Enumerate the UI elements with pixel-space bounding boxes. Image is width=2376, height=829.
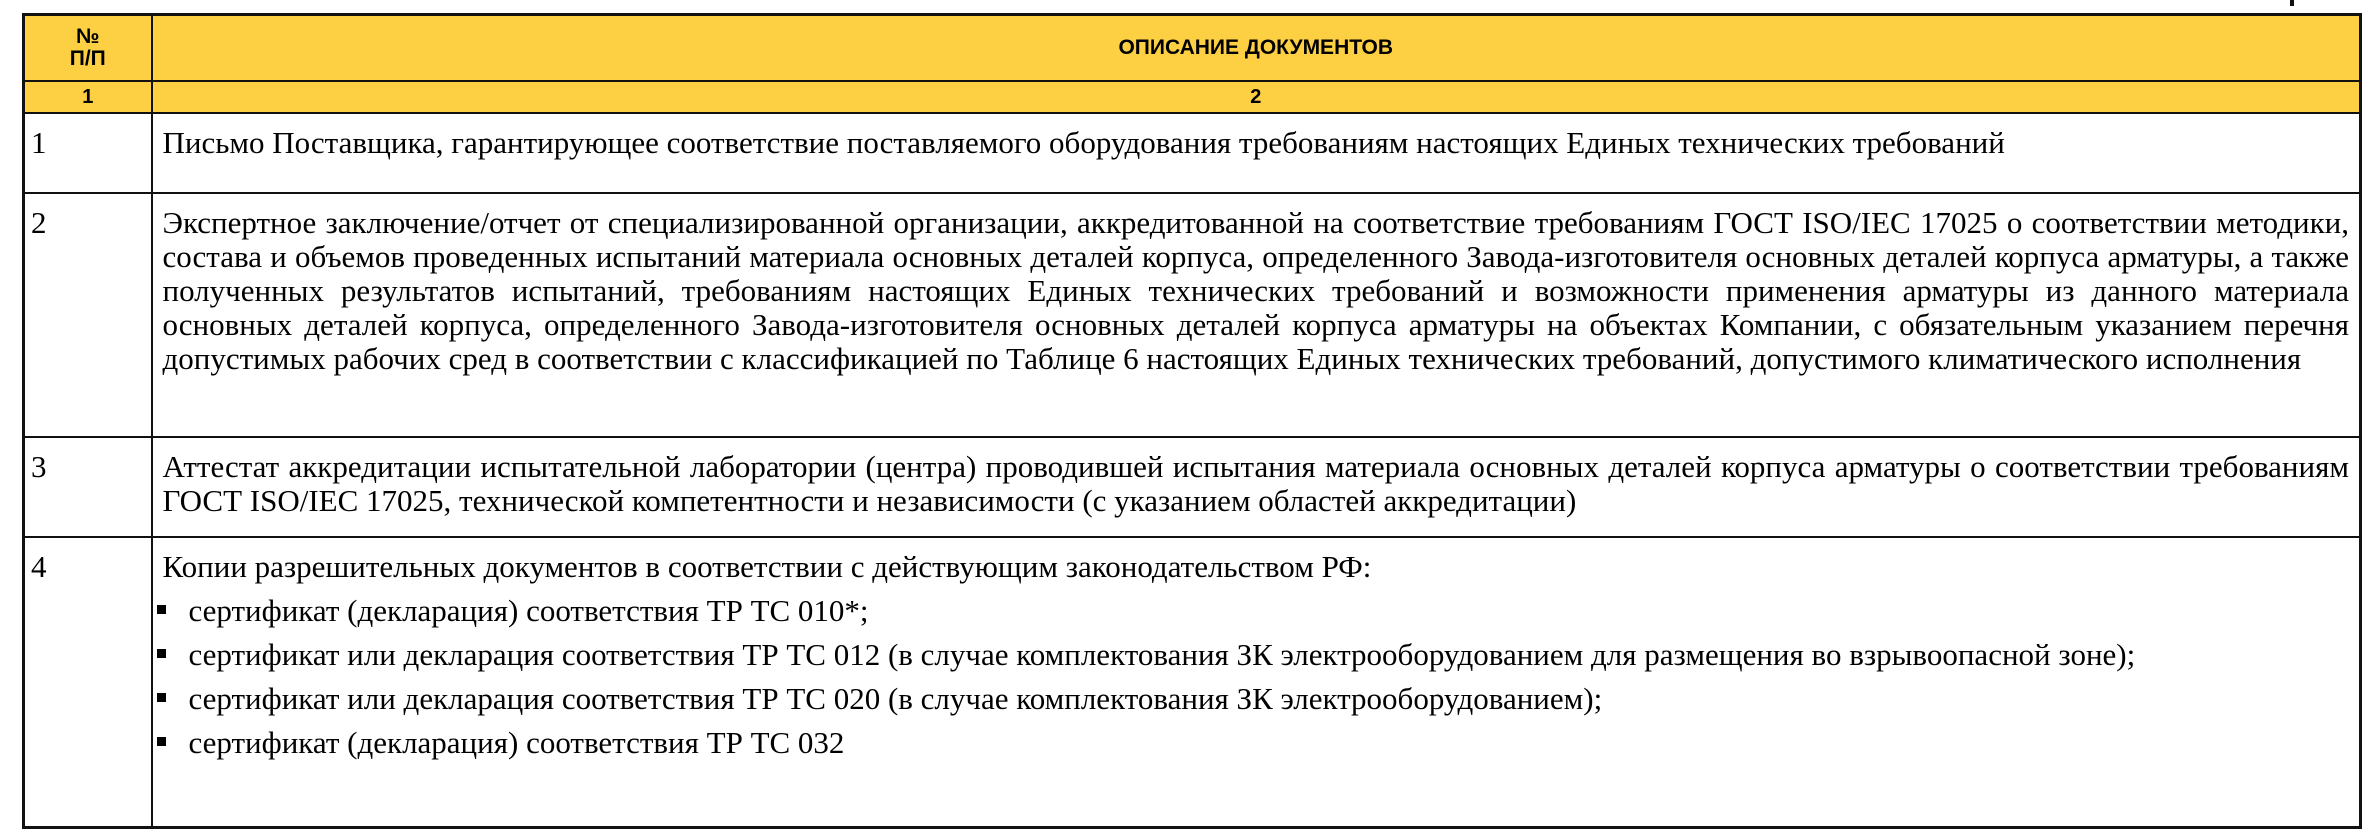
list-item-text: сертификат или декларация соответствия ТР ТС 020 (в случае комплектования ЗК электрооборудованием); [188, 681, 1603, 716]
header-number: № П/П [24, 15, 152, 82]
square-bullet-icon [157, 693, 166, 702]
table-row [24, 437, 2361, 537]
table-row [24, 113, 2361, 193]
row-description [152, 537, 2361, 828]
row-number: 4 [24, 537, 152, 828]
list-item-text: сертификат (декларация) соответствия ТР ТС 032 [188, 725, 845, 760]
row-number: 3 [24, 437, 152, 537]
row-description: Письмо Поставщика, гарантирующее соответствие поставляемого оборудования требованиям настоящих Единых технических требований [152, 113, 2361, 193]
column-index-row [24, 81, 2361, 113]
row-number: 2 [24, 193, 152, 437]
list-item [153, 594, 2350, 628]
documents-table [22, 13, 2362, 829]
row-description: Аттестат аккредитации испытательной лаборатории (центра) проводившей испытания материала основных деталей корпуса арматуры о соответствии требованиям ГОСТ ISO/IEC 17025, технической компетентности и независимости (с указанием областей аккредитации) [152, 437, 2361, 537]
square-bullet-icon [157, 605, 166, 614]
list-item-text: сертификат или декларация соответствия ТР ТС 012 (в случае комплектования ЗК электрооборудованием для размещения во взрывоопасной зоне); [188, 637, 2136, 672]
list-item [153, 682, 2350, 716]
table-header-row [24, 15, 2361, 82]
header-description: ОПИСАНИЕ ДОКУМЕНТОВ [152, 15, 2361, 82]
square-bullet-icon [157, 737, 166, 746]
column-index-2: 2 [152, 81, 2361, 113]
list-item [153, 638, 2350, 672]
page-edge-mark [2290, 0, 2294, 6]
square-bullet-icon [157, 649, 166, 658]
column-index-1: 1 [24, 81, 152, 113]
certificate-list [163, 594, 2350, 760]
row-number: 1 [24, 113, 152, 193]
list-item [153, 726, 2350, 760]
row-description: Экспертное заключение/отчет от специализированной организации, аккредитованной на соответствие требованиям ГОСТ ISO/IEC 17025 о соответствии методики, состава и объемов проведенных испытаний материала основных деталей корпуса, определенного Завода-изготовителя основных деталей корпуса арматуры, а также полученных результатов испытаний, требованиям настоящих Единых технических требований и возможности применения арматуры из данного материала основных деталей корпуса, определенного Завода-изготовителя основных деталей корпуса арматуры на объектах Компании, с обязательным указанием перечня допустимых рабочих сред в соответствии с классификацией по Таблице 6 настоящих Единых технических требований, допустимого климатического исполнения [152, 193, 2361, 437]
table-row [24, 193, 2361, 437]
list-item-text: сертификат (декларация) соответствия ТР ТС 010*; [188, 593, 869, 628]
table-row [24, 537, 2361, 828]
permits-intro: Копии разрешительных документов в соответствии с действующим законодательством РФ: [162, 549, 1372, 584]
